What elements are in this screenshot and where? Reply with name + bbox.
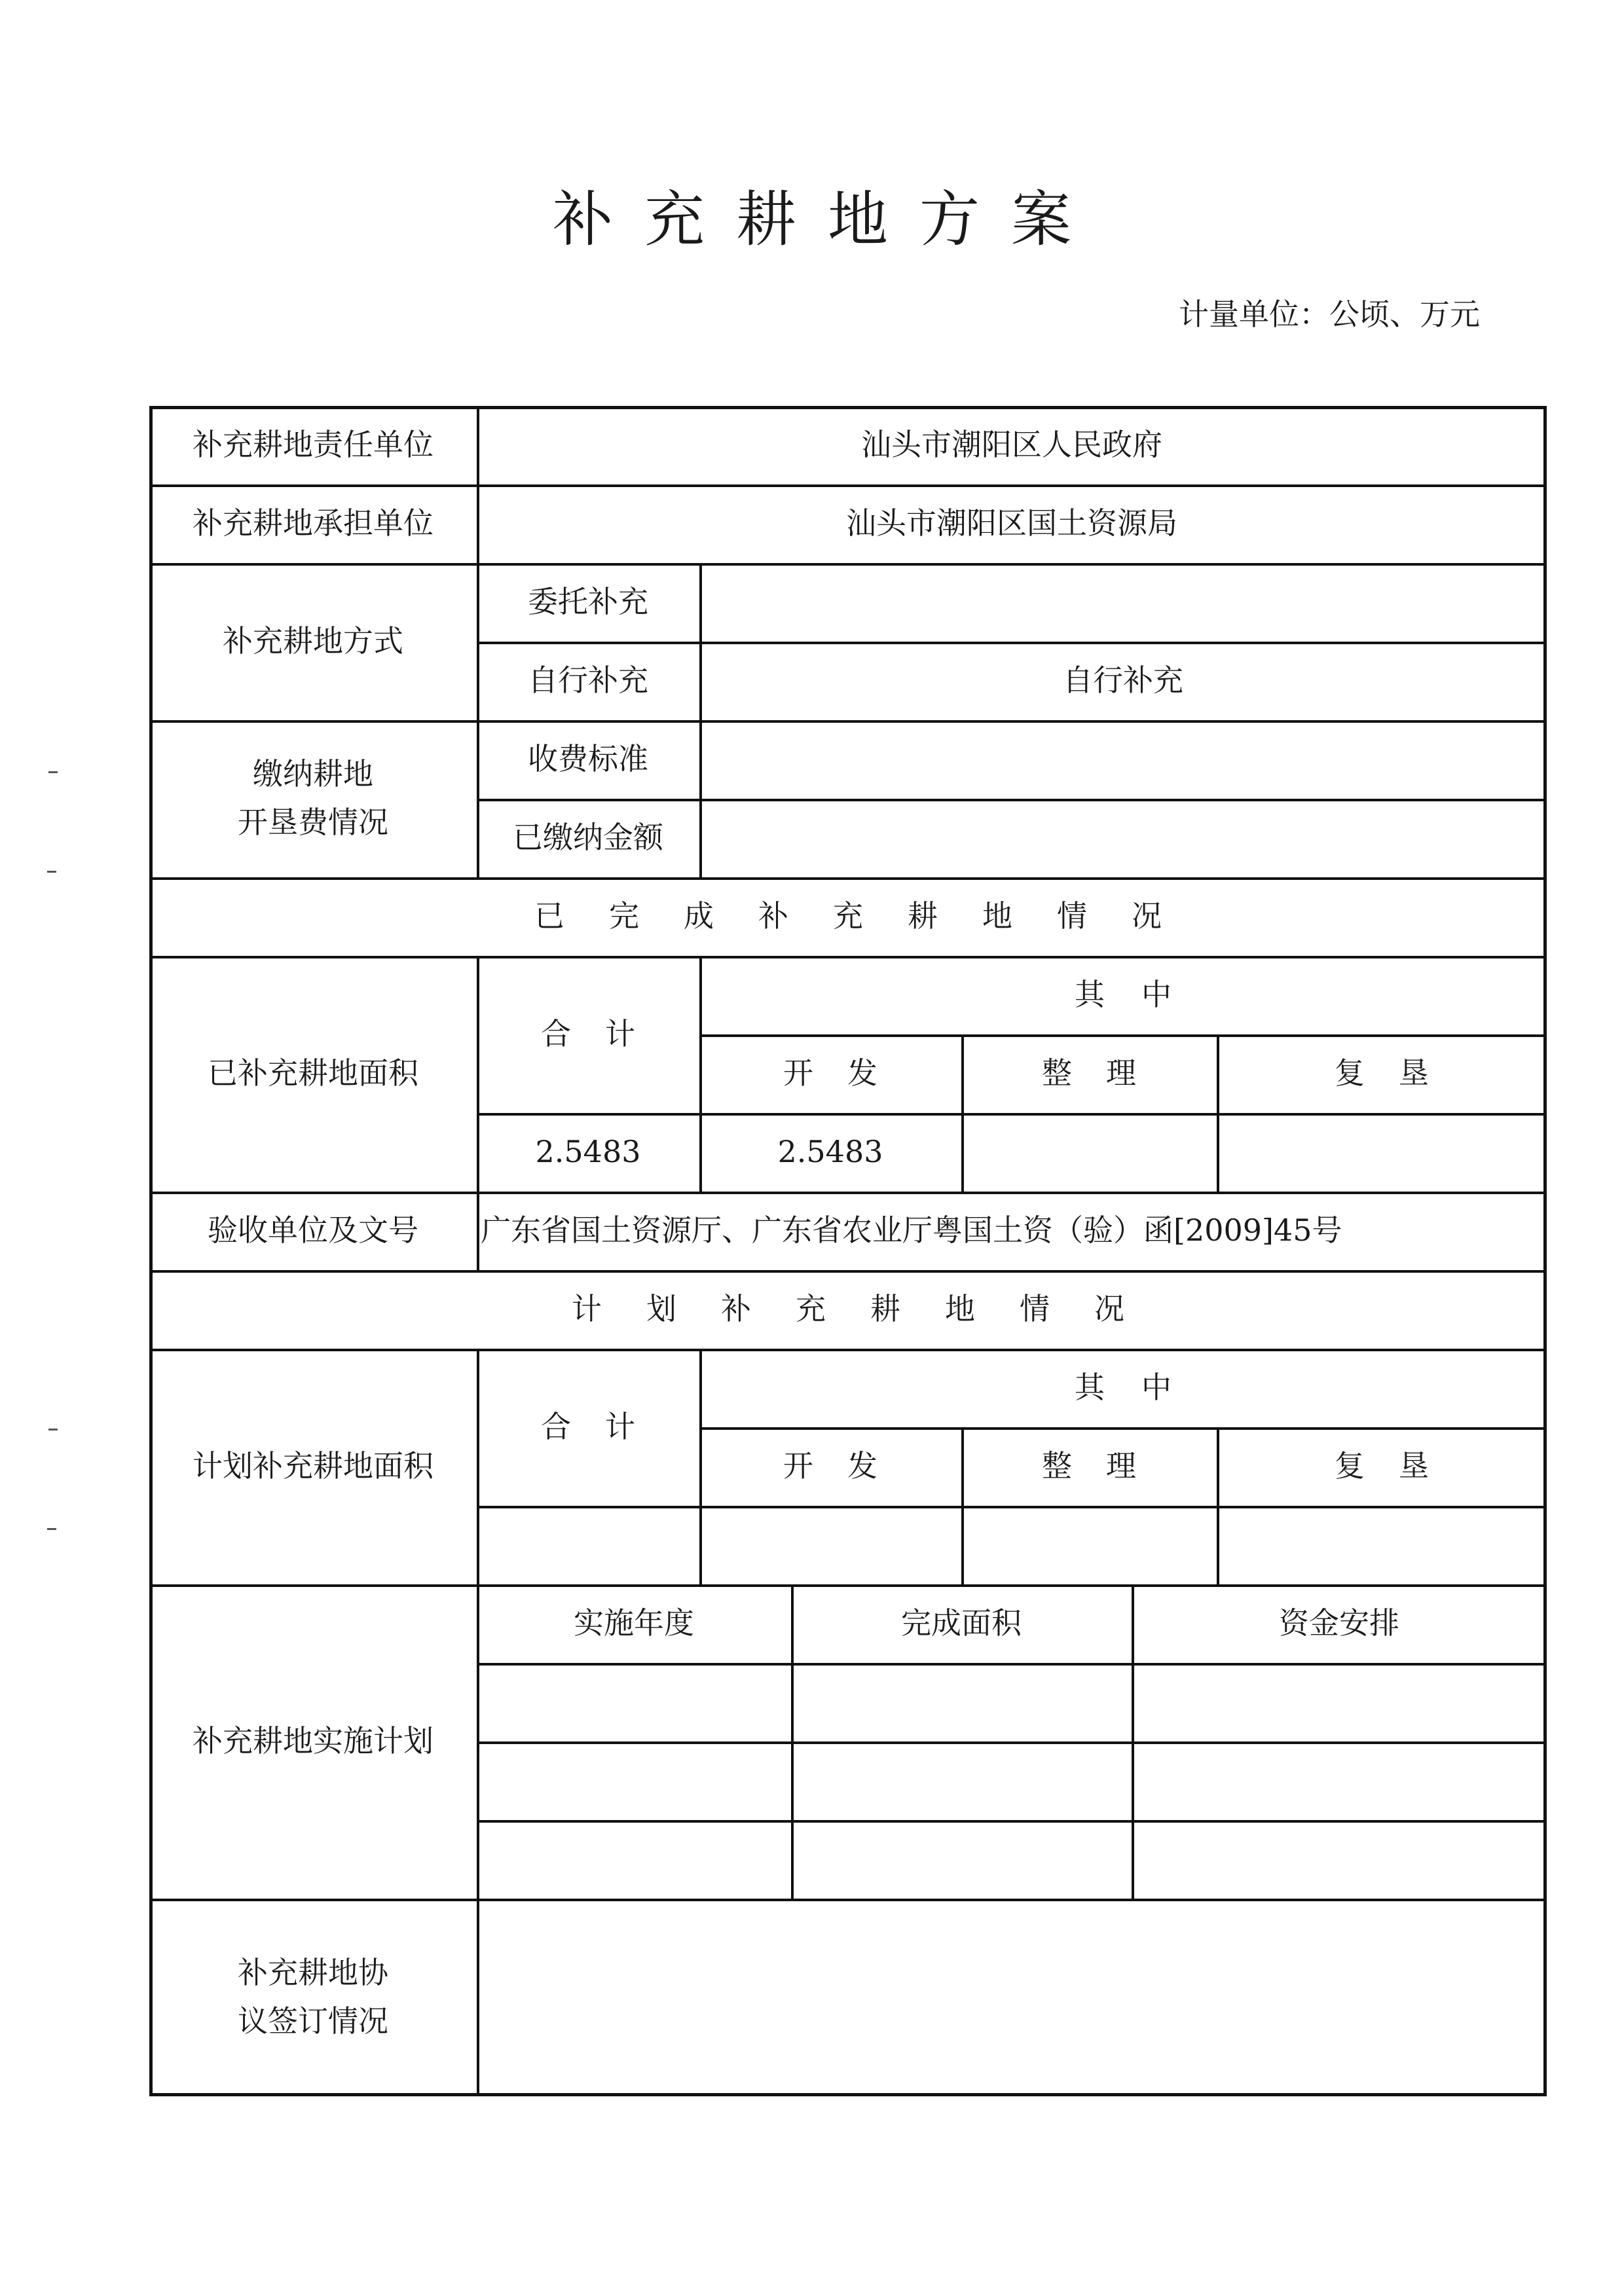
fee-label-line1: 缴纳耕地 (253, 756, 373, 792)
completed-develop-value: 2.5483 (777, 1134, 883, 1170)
fee-paid-label: 已缴纳金额 (513, 820, 663, 856)
form-table (149, 406, 1547, 2096)
implementation-funds-header: 资金安排 (1279, 1605, 1399, 1641)
fee-label (149, 720, 477, 877)
implementation-row-year (477, 1663, 791, 1741)
planned-develop-value (699, 1506, 961, 1584)
scan-mark (47, 1528, 56, 1530)
completed-section-title: 已完成补充耕地情况 (534, 898, 1206, 934)
scan-mark (48, 771, 58, 773)
fee-standard-value (699, 720, 1547, 799)
implementation-row-area (791, 1820, 1132, 1899)
planned-area-label: 计划补充耕地面积 (193, 1448, 434, 1484)
agreement-label-line1: 补充耕地协 (238, 1955, 388, 1991)
planned-section-title: 计划补充耕地情况 (572, 1291, 1169, 1327)
implementation-row-area (791, 1741, 1132, 1820)
responsible-unit-value: 汕头市潮阳区人民政府 (861, 427, 1162, 463)
fee-paid-value (699, 799, 1547, 877)
implementation-row-funds (1132, 1741, 1547, 1820)
planned-develop-label: 开发 (783, 1448, 912, 1484)
completed-reclaim-label: 复垦 (1335, 1055, 1463, 1091)
implementation-row-funds (1132, 1820, 1547, 1899)
completed-reclaim-value (1217, 1113, 1547, 1192)
implementation-row-year (477, 1741, 791, 1820)
implementation-row-funds (1132, 1663, 1547, 1741)
planned-reclaim-value (1217, 1506, 1547, 1584)
implementation-row-area (791, 1663, 1132, 1741)
measurement-unit-note: 计量单位：公顷、万元 (1179, 297, 1480, 332)
planned-consolidate-value (961, 1506, 1217, 1584)
planned-reclaim-label: 复垦 (1335, 1448, 1463, 1484)
agreement-label (149, 1899, 477, 2096)
fee-label-line2: 开垦费情况 (238, 805, 388, 840)
planned-among-label: 其中 (1075, 1370, 1208, 1406)
fee-standard-label: 收费标准 (528, 741, 648, 777)
undertaking-unit-label: 补充耕地承担单位 (193, 505, 434, 541)
implementation-label: 补充耕地实施计划 (193, 1723, 434, 1759)
completed-area-label: 已补充耕地面积 (208, 1055, 418, 1091)
agreement-label-line2: 议签订情况 (238, 2003, 388, 2039)
planned-total-label: 合计 (541, 1409, 669, 1445)
planned-total-value (477, 1506, 699, 1584)
completed-total-value: 2.5483 (535, 1134, 641, 1170)
completed-consolidate-label: 整理 (1042, 1055, 1170, 1091)
completed-total-label: 合计 (541, 1016, 669, 1052)
completed-develop-label: 开发 (783, 1055, 912, 1091)
self-supplement-label: 自行补充 (528, 663, 648, 699)
entrusted-value (699, 563, 1547, 642)
entrusted-label: 委托补充 (528, 584, 648, 620)
scan-mark (47, 871, 56, 873)
scan-mark (48, 1429, 58, 1430)
planned-consolidate-label: 整理 (1042, 1448, 1170, 1484)
implementation-area-header: 完成面积 (901, 1605, 1022, 1641)
completed-among-label: 其中 (1075, 977, 1208, 1013)
completed-consolidate-value (961, 1113, 1217, 1192)
agreement-value (477, 1899, 1547, 2096)
undertaking-unit-value: 汕头市潮阳区国土资源局 (846, 505, 1177, 541)
self-supplement-value: 自行补充 (1063, 663, 1183, 699)
acceptance-label: 验收单位及文号 (208, 1212, 418, 1248)
method-label: 补充耕地方式 (223, 623, 403, 659)
page-title: 补充耕地方案 (552, 185, 1103, 255)
acceptance-value: 广东省国土资源厅、广东省农业厅粤国土资（验）函[2009]45号 (481, 1212, 1342, 1248)
implementation-year-header: 实施年度 (574, 1605, 694, 1641)
implementation-row-year (477, 1820, 791, 1899)
responsible-unit-label: 补充耕地责任单位 (193, 427, 434, 463)
